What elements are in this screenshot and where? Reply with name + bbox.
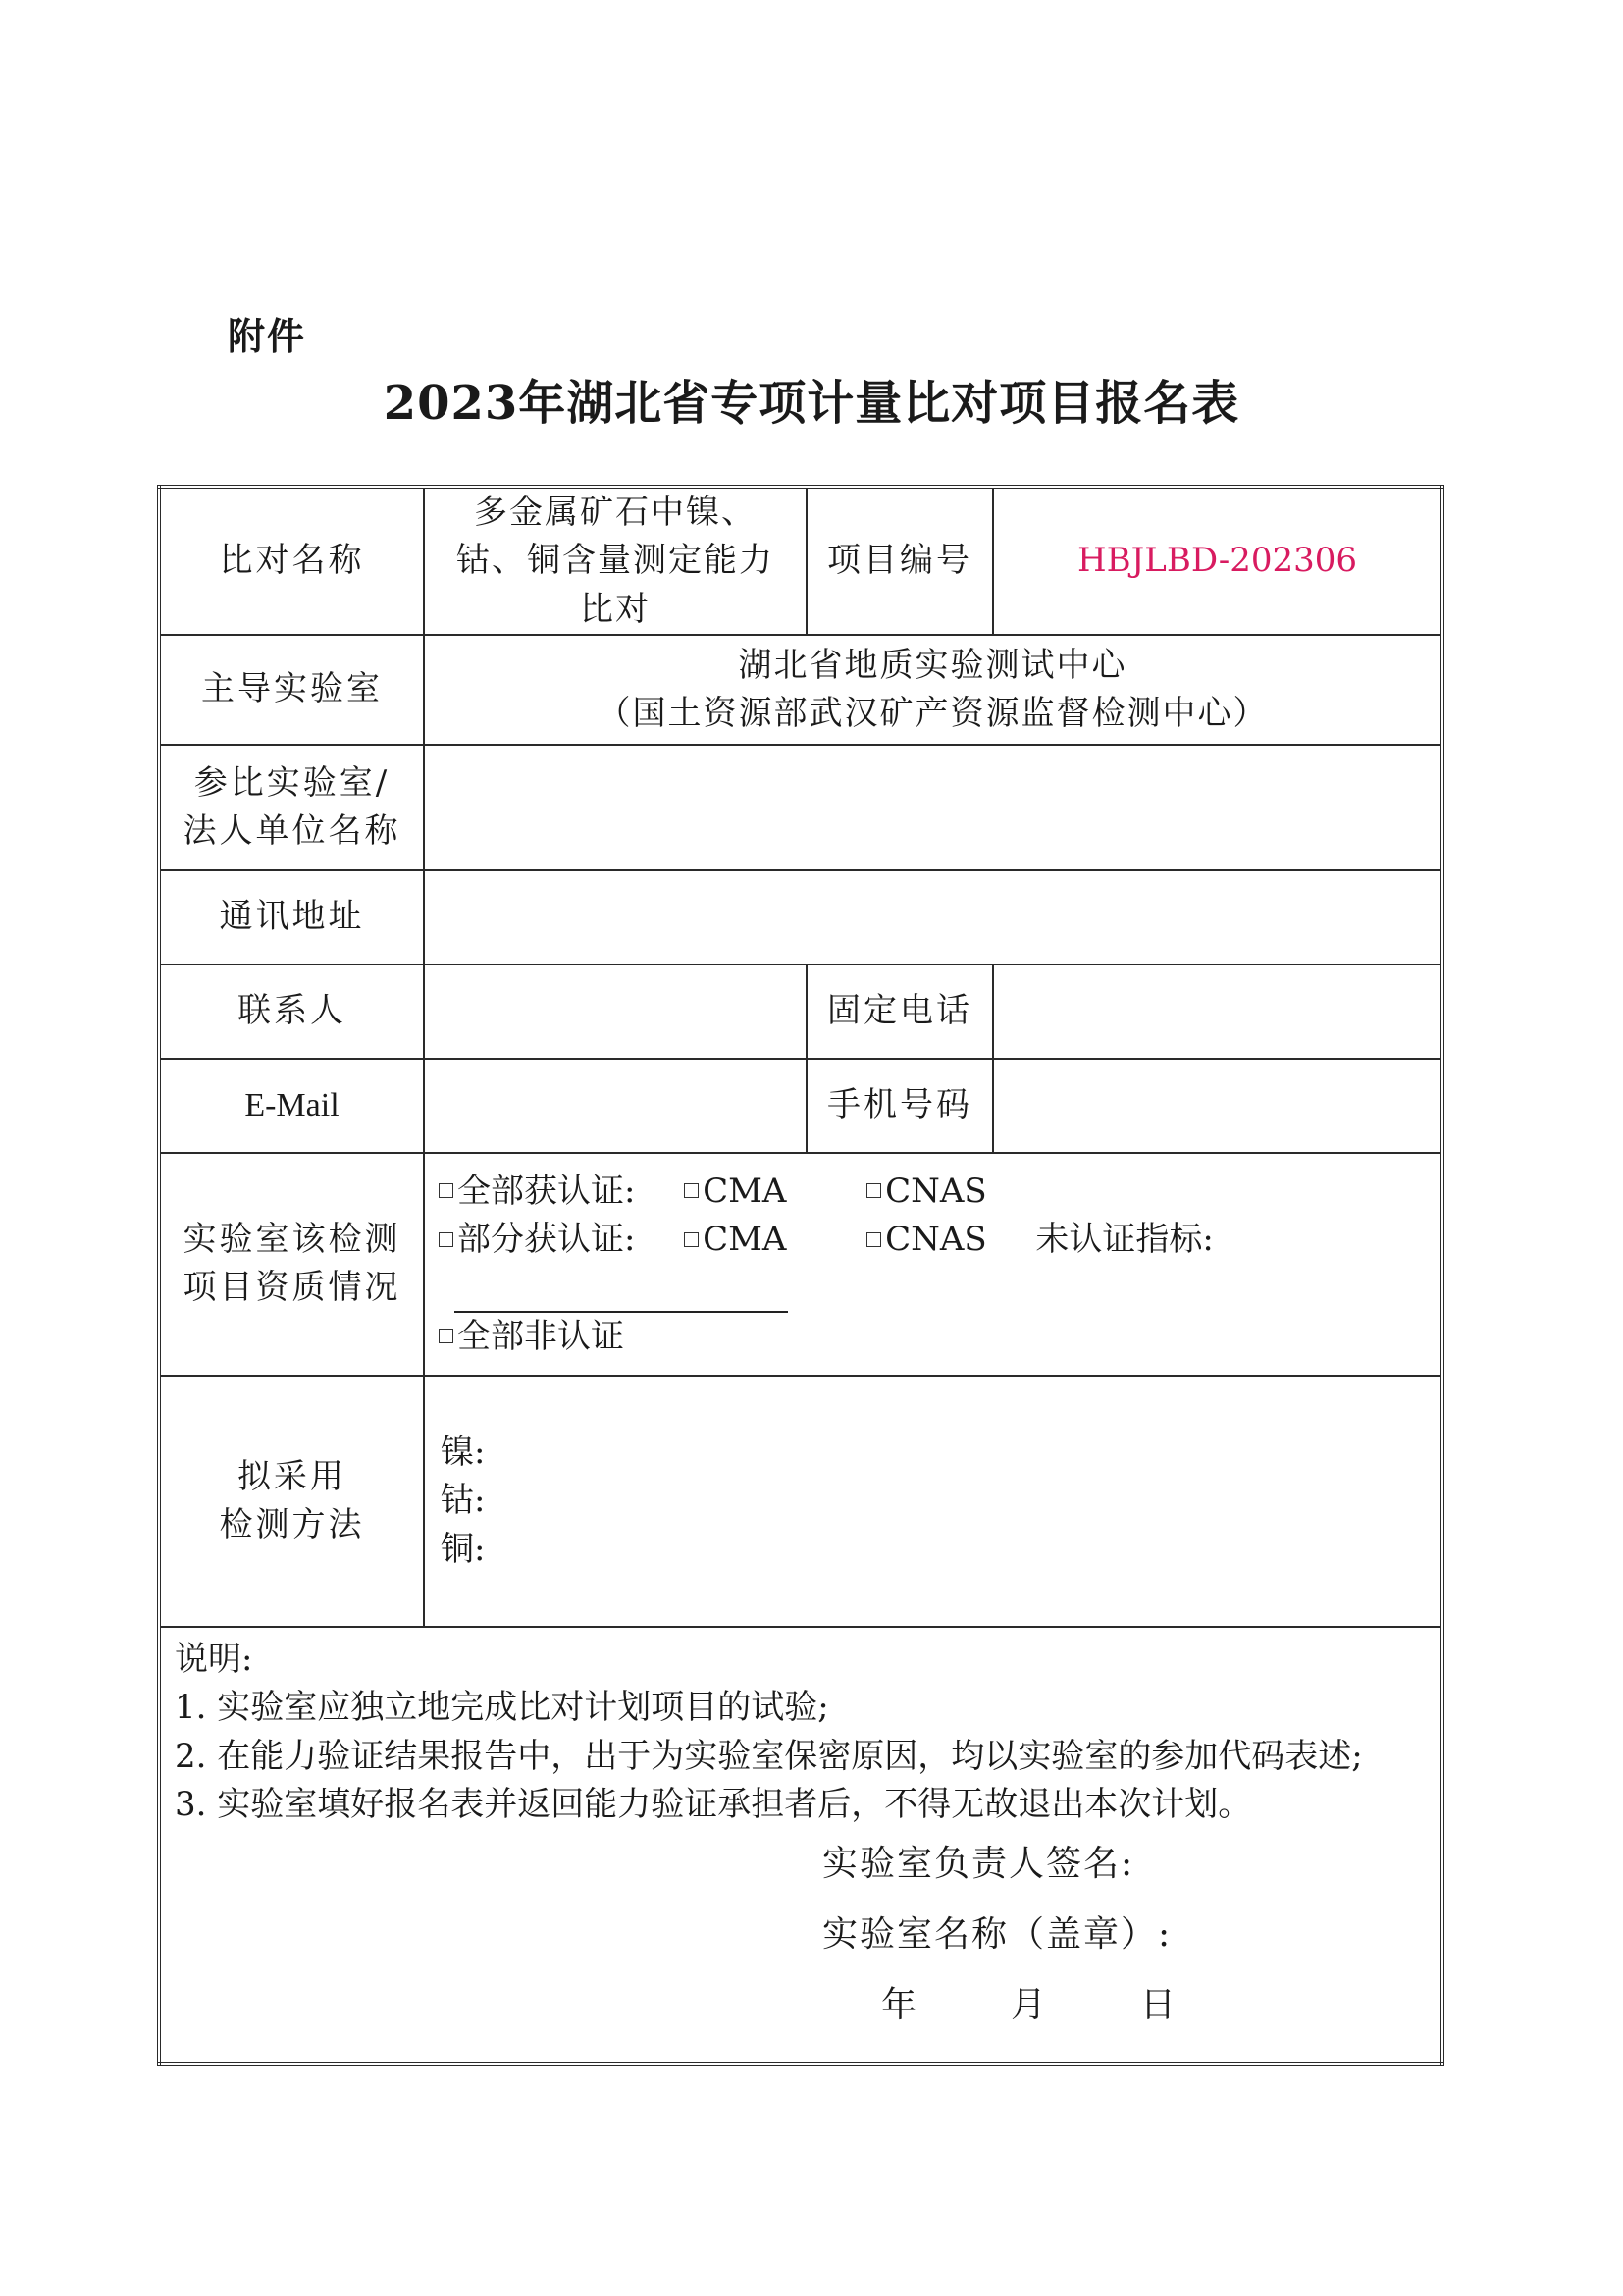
address-label: 通讯地址 <box>159 870 424 965</box>
phone-field[interactable] <box>993 965 1442 1059</box>
signature-label: 实验室负责人签名: <box>822 1844 1135 1885</box>
method-label <box>159 1376 424 1627</box>
qualification-line-partial <box>439 1216 1440 1313</box>
comparison-name-value: 多金属矿石中镍、钴、铜含量测定能力比对 <box>424 487 807 635</box>
lead-lab-alt-name: （国土资源部武汉矿产资源监督检测中心） <box>597 693 1269 733</box>
checkbox-partial-cnas[interactable] <box>866 1232 881 1247</box>
date-day-label: 日 <box>1140 1985 1177 2026</box>
note-item-3: 3. 实验室填好报名表并返回能力验证承担者后，不得无故退出本次计划。 <box>175 1784 1252 1824</box>
methods-field <box>424 1376 1442 1627</box>
comparison-name-label: 比对名称 <box>159 487 424 635</box>
attachment-label: 附件 <box>228 315 307 358</box>
uncertified-indicator-label: 未认证指标: <box>1035 1220 1214 1260</box>
row-contact <box>159 965 1442 1059</box>
checkbox-partial-certified[interactable] <box>439 1232 453 1247</box>
lead-lab-label: 主导实验室 <box>159 635 424 745</box>
lead-lab-value <box>424 635 1442 745</box>
checkbox-all-cnas[interactable] <box>866 1183 881 1198</box>
date-line <box>881 1970 1427 2041</box>
partial-certified-text: 部分获认证: <box>457 1220 636 1260</box>
notes-heading: 说明: <box>175 1640 253 1680</box>
note-item-1: 1. 实验室应独立地完成比对计划项目的试验; <box>175 1688 829 1728</box>
method-label-line1: 拟采用 <box>237 1456 346 1496</box>
checkbox-all-certified[interactable] <box>439 1183 453 1198</box>
lead-lab-name: 湖北省地质实验测试中心 <box>738 645 1127 685</box>
partial-cnas-text: CNAS <box>885 1220 987 1260</box>
phone-label: 固定电话 <box>807 965 993 1059</box>
participant-label: 参比实验室/法人单位名称 <box>159 745 424 870</box>
row-comparison-name <box>159 487 1442 635</box>
address-field[interactable] <box>424 870 1442 965</box>
project-no-label: 项目编号 <box>807 487 993 635</box>
email-label: E-Mail <box>159 1059 424 1153</box>
date-month-label: 月 <box>1011 1985 1047 2026</box>
checkbox-all-cma[interactable] <box>684 1183 699 1198</box>
all-cnas-text: CNAS <box>885 1171 987 1211</box>
checkbox-none-certified[interactable] <box>439 1329 453 1343</box>
row-notes <box>159 1627 1442 2064</box>
uncertified-indicator-field[interactable] <box>454 1281 788 1313</box>
date-year-label: 年 <box>881 1985 917 2026</box>
checkbox-partial-cma[interactable] <box>684 1232 699 1247</box>
qualification-line-none <box>439 1313 1440 1361</box>
none-certified-text: 全部非认证 <box>457 1316 624 1356</box>
method-nickel[interactable]: 镍: <box>441 1433 486 1473</box>
method-cobalt[interactable]: 钴: <box>441 1481 486 1521</box>
note-item-2: 2. 在能力验证结果报告中，出于为实验室保密原因，均以实验室的参加代码表述; <box>175 1736 1363 1776</box>
row-address <box>159 870 1442 965</box>
form-title: 2023年湖北省专项计量比对项目报名表 <box>383 376 1240 431</box>
row-methods <box>159 1376 1442 1627</box>
qualification-options <box>424 1153 1442 1376</box>
qualification-line-all <box>439 1168 1440 1216</box>
all-certified-text: 全部获认证: <box>457 1171 636 1211</box>
contact-label: 联系人 <box>159 965 424 1059</box>
mobile-label: 手机号码 <box>807 1059 993 1153</box>
all-cma-text: CMA <box>703 1171 787 1211</box>
notes-section <box>159 1627 1442 2064</box>
registration-form-table <box>157 485 1444 2066</box>
row-lead-lab <box>159 635 1442 745</box>
method-label-line2: 检测方法 <box>219 1505 365 1545</box>
project-no-value: HBJLBD-202306 <box>993 487 1442 635</box>
row-qualification <box>159 1153 1442 1376</box>
qualification-label: 实验室该检测项目资质情况 <box>159 1153 424 1376</box>
lab-name-seal-label: 实验室名称（盖章）: <box>822 1914 1173 1956</box>
method-copper[interactable]: 铜: <box>441 1529 486 1569</box>
participant-field[interactable] <box>424 745 1442 870</box>
partial-cma-text: CMA <box>703 1220 787 1260</box>
email-field[interactable] <box>424 1059 807 1153</box>
contact-field[interactable] <box>424 965 807 1059</box>
mobile-field[interactable] <box>993 1059 1442 1153</box>
row-email <box>159 1059 1442 1153</box>
row-participant <box>159 745 1442 870</box>
